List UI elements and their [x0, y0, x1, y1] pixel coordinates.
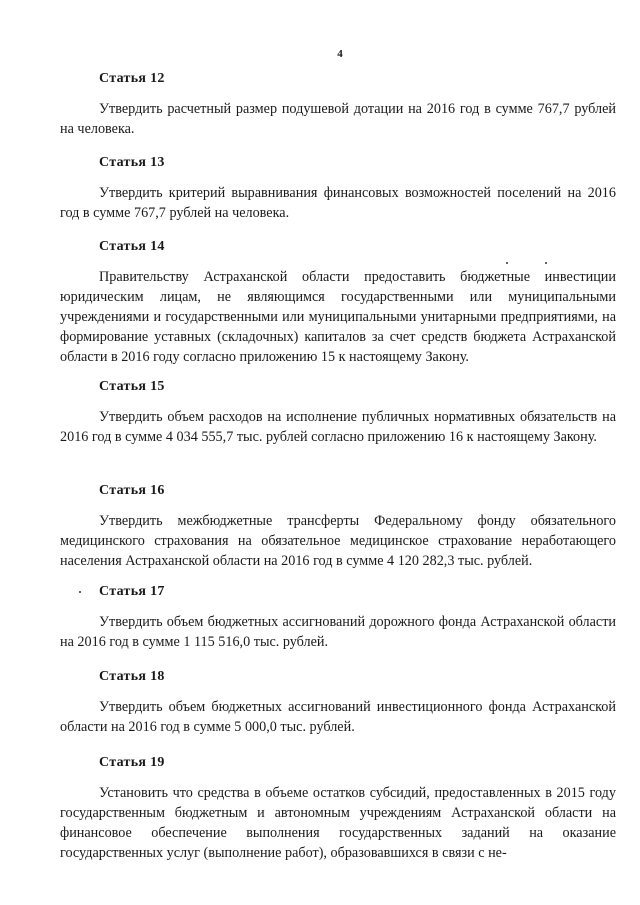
article-title: Статья 15 [99, 379, 165, 394]
article-title: Статья 12 [99, 71, 165, 86]
article-15 [60, 378, 616, 447]
scan-speck [79, 591, 81, 593]
article-16 [60, 482, 616, 571]
scan-speck [506, 262, 508, 264]
article-body: Утвердить объем бюджетных ассигнований дорожного фонда Астраханской области на 2016 год в сумме 1 115 516,0 тыс. рублей. [60, 614, 616, 650]
article-body: Правительству Астраханской области предоставить бюджетные инвестиции юридическим лицам, не являющимся государственными или муниципальными учреждениями и государственными или муниципальными унитарными предприятиями, на формирование уставных (складочных) капиталов за счет средств бюджета Астраханской области в 2016 году согласно приложению 15 к настоящему Закону. [60, 269, 616, 365]
article-body: Установить что средства в объеме остатков субсидий, предоставленных в 2015 году государственным бюджетным и автономным учреждениям Астраханской области на финансовое обеспечение выполнения государственных заданий на оказание государственных услуг (выполнение работ), образовавшихся в связи с не- [60, 785, 616, 861]
article-title: Статья 14 [99, 239, 165, 254]
article-title: Статья 16 [99, 483, 165, 498]
page-number: 4 [337, 48, 343, 60]
article-12 [60, 70, 616, 139]
article-title: Статья 19 [99, 755, 165, 770]
article-13 [60, 154, 616, 223]
article-body: Утвердить объем бюджетных ассигнований инвестиционного фонда Астраханской области на 2016 год в сумме 5 000,0 тыс. рублей. [60, 699, 616, 735]
article-body: Утвердить критерий выравнивания финансовых возможностей поселений на 2016 год в сумме 767,7 рублей на человека. [60, 185, 616, 221]
article-body: Утвердить расчетный размер подушевой дотации на 2016 год в сумме 767,7 рублей на человека. [60, 101, 616, 137]
article-14 [60, 238, 616, 367]
article-title: Статья 17 [99, 584, 165, 599]
article-18 [60, 668, 616, 737]
article-19 [60, 754, 616, 863]
article-17 [60, 583, 616, 652]
scan-speck [545, 262, 547, 264]
article-title: Статья 18 [99, 669, 165, 684]
article-body: Утвердить объем расходов на исполнение публичных нормативных обязательств на 2016 год в сумме 4 034 555,7 тыс. рублей согласно приложению 16 к настоящему Закону. [60, 409, 616, 445]
article-body: Утвердить межбюджетные трансферты Федеральному фонду обязательного медицинского страхования на обязательное медицинское страхование неработающего населения Астраханской области на 2016 год в сумме 4 120 282,3 тыс. рублей. [60, 513, 616, 569]
article-title: Статья 13 [99, 155, 165, 170]
